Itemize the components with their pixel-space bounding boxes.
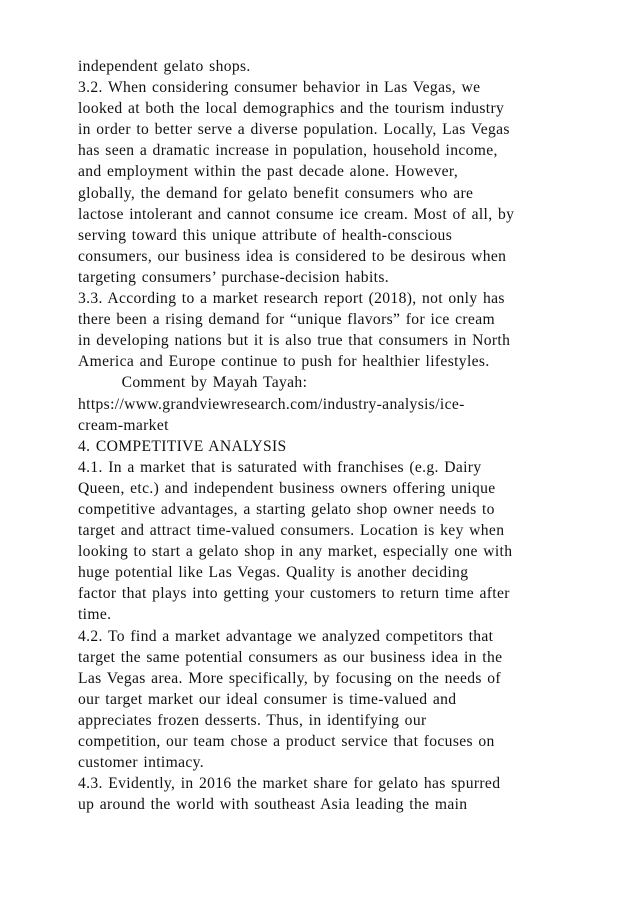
url-line: https://www.grandviewresearch.com/industry-analysis/ice-: [78, 395, 465, 413]
text-line: 4.2. To find a market advantage we analyzed competitors that: [78, 627, 494, 645]
text-line: America and Europe continue to push for healthier lifestyles.: [78, 353, 490, 371]
text-line: globally, the demand for gelato benefit consumers who are: [78, 184, 474, 202]
text-line: time.: [78, 606, 112, 624]
text-line: huge potential like Las Vegas. Quality is another deciding: [78, 564, 469, 582]
text-line: lactose intolerant and cannot consume ice cream. Most of all, by: [78, 205, 515, 223]
text-line: Las Vegas area. More specifically, by focusing on the needs of: [78, 669, 501, 687]
text-line: 4.1. In a market that is saturated with franchises (e.g. Dairy: [78, 458, 482, 476]
text-line: factor that plays into getting your customers to return time after: [78, 585, 510, 603]
text-line: serving toward this unique attribute of health-conscious: [78, 226, 453, 244]
text-line: appreciates frozen desserts. Thus, in identifying our: [78, 711, 427, 729]
text-line: and employment within the past decade alone. However,: [78, 163, 459, 181]
text-line: looking to start a gelato shop in any market, especially one with: [78, 543, 513, 561]
comment-line: Comment by Mayah Tayah:: [78, 374, 308, 392]
text-line: customer intimacy.: [78, 754, 205, 772]
text-line: competitive advantages, a starting gelato shop owner needs to: [78, 500, 495, 518]
text-line: has seen a dramatic increase in population, household income,: [78, 142, 498, 160]
section-heading: 4. COMPETITIVE ANALYSIS: [78, 437, 287, 455]
text-line: in order to better serve a diverse population. Locally, Las Vegas: [78, 121, 510, 139]
text-line: Queen, etc.) and independent business owners offering unique: [78, 479, 496, 497]
text-line: 3.2. When considering consumer behavior in Las Vegas, we: [78, 79, 481, 97]
text-line: targeting consumers’ purchase-decision habits.: [78, 268, 389, 286]
text-line: there been a rising demand for “unique flavors” for ice cream: [78, 311, 495, 329]
document-body: [78, 56, 598, 815]
text-line: 3.3. According to a market research report (2018), not only has: [78, 290, 505, 308]
text-line: competition, our team chose a product service that focuses on: [78, 733, 495, 750]
text-line: independent gelato shops.: [78, 58, 251, 75]
text-line: in developing nations but it is also true that consumers in North: [78, 332, 511, 350]
text-line: 4.3. Evidently, in 2016 the market share for gelato has spurred: [78, 775, 501, 793]
text-line: target the same potential consumers as our business idea in the: [78, 648, 503, 666]
url-line: cream-market: [78, 416, 169, 434]
text-line: target and attract time-valued consumers. Location is key when: [78, 522, 505, 540]
text-line: up around the world with southeast Asia leading the main: [78, 796, 468, 814]
text-line: looked at both the local demographics and the tourism industry: [78, 100, 505, 118]
text-line: our target market our ideal consumer is time-valued and: [78, 690, 457, 708]
text-line: consumers, our business idea is considered to be desirous when: [78, 247, 507, 265]
